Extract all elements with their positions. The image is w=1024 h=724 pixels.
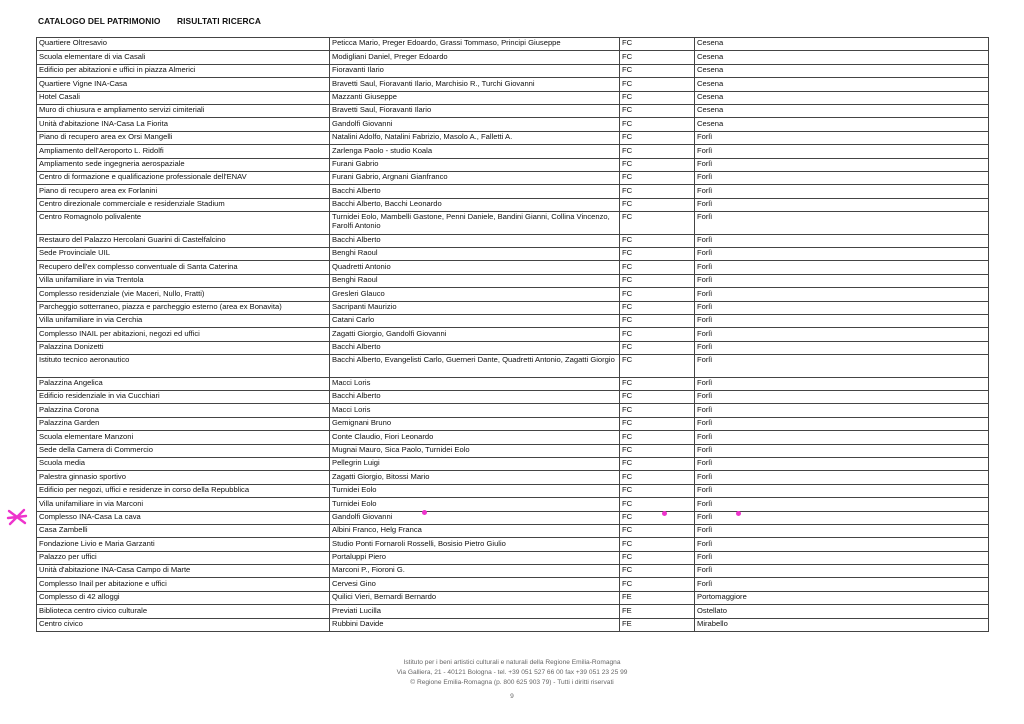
cell-title: Scuola elementare Manzoni bbox=[37, 431, 330, 444]
cell-authors: Bacchi Alberto bbox=[330, 341, 620, 354]
cell-municipality: Forlì bbox=[695, 524, 989, 537]
cell-authors: Bacchi Alberto, Bacchi Leonardo bbox=[330, 198, 620, 211]
table-row bbox=[37, 314, 989, 327]
cell-authors: Gandolfi Giovanni bbox=[330, 118, 620, 131]
catalog-title: CATALOGO DEL PATRIMONIO bbox=[38, 16, 161, 26]
results-table-body bbox=[37, 38, 989, 632]
cell-title: Villa unifamiliare in via Cerchia bbox=[37, 314, 330, 327]
cell-municipality: Forlì bbox=[695, 551, 989, 564]
cell-province: FC bbox=[620, 314, 695, 327]
cell-title: Palazzina Donizetti bbox=[37, 341, 330, 354]
cell-authors: Bravetti Saul, Fioravanti Ilario bbox=[330, 104, 620, 117]
annotation-dot bbox=[422, 510, 427, 515]
cell-authors: Turnidei Eolo bbox=[330, 484, 620, 497]
table-row bbox=[37, 38, 989, 51]
cell-title: Palazzo per uffici bbox=[37, 551, 330, 564]
cell-authors: Fioravanti Ilario bbox=[330, 64, 620, 77]
cell-municipality: Mirabello bbox=[695, 618, 989, 631]
cell-municipality: Forlì bbox=[695, 247, 989, 260]
cell-title: Villa unifamiliare in via Trentola bbox=[37, 274, 330, 287]
cell-province: FC bbox=[620, 247, 695, 260]
cell-province: FC bbox=[620, 212, 695, 235]
cell-title: Biblioteca centro civico culturale bbox=[37, 605, 330, 618]
cell-title: Ampliamento dell'Aeroporto L. Ridolfi bbox=[37, 145, 330, 158]
cell-province: FE bbox=[620, 605, 695, 618]
cell-province: FC bbox=[620, 565, 695, 578]
footer-institute: Istituto per i beni artistici culturali e naturali della Regione Emilia-Romagna bbox=[403, 659, 621, 666]
table-row bbox=[37, 104, 989, 117]
cell-municipality: Forlì bbox=[695, 390, 989, 403]
page-number: 9 bbox=[510, 692, 514, 700]
cell-authors: Gresleri Glauco bbox=[330, 288, 620, 301]
table-row bbox=[37, 591, 989, 604]
cell-municipality: Forlì bbox=[695, 538, 989, 551]
cell-title: Scuola elementare di via Casali bbox=[37, 51, 330, 64]
cell-province: FC bbox=[620, 38, 695, 51]
cell-title: Edificio residenziale in via Cucchiari bbox=[37, 390, 330, 403]
cell-province: FC bbox=[620, 78, 695, 91]
cell-authors: Bacchi Alberto bbox=[330, 185, 620, 198]
cell-title: Sede della Camera di Commercio bbox=[37, 444, 330, 457]
cell-municipality: Forlì bbox=[695, 484, 989, 497]
cell-municipality: Forlì bbox=[695, 377, 989, 390]
table-row bbox=[37, 198, 989, 211]
annotation-dot bbox=[736, 511, 741, 516]
cell-province: FC bbox=[620, 64, 695, 77]
cell-province: FC bbox=[620, 377, 695, 390]
page-footer bbox=[0, 658, 1024, 702]
cell-municipality: Cesena bbox=[695, 38, 989, 51]
cell-municipality: Cesena bbox=[695, 91, 989, 104]
cell-province: FC bbox=[620, 578, 695, 591]
cell-title: Villa unifamiliare in via Marconi bbox=[37, 498, 330, 511]
cell-province: FC bbox=[620, 185, 695, 198]
cell-title: Centro di formazione e qualificazione professionale dell'ENAV bbox=[37, 171, 330, 184]
cell-province: FC bbox=[620, 198, 695, 211]
cell-municipality: Cesena bbox=[695, 78, 989, 91]
cell-authors: Furani Gabrio, Argnani Gianfranco bbox=[330, 171, 620, 184]
cell-authors: Furani Gabrio bbox=[330, 158, 620, 171]
cell-municipality: Forlì bbox=[695, 158, 989, 171]
cell-municipality: Forlì bbox=[695, 578, 989, 591]
table-row bbox=[37, 498, 989, 511]
table-row bbox=[37, 64, 989, 77]
cell-authors: Bravetti Saul, Fioravanti Ilario, Marchisio R., Turchi Giovanni bbox=[330, 78, 620, 91]
cell-authors: Gemignani Bruno bbox=[330, 417, 620, 430]
table-row bbox=[37, 171, 989, 184]
cell-province: FC bbox=[620, 484, 695, 497]
table-row bbox=[37, 118, 989, 131]
table-row bbox=[37, 471, 989, 484]
cell-title: Muro di chiusura e ampliamento servizi cimiteriali bbox=[37, 104, 330, 117]
cell-municipality: Forlì bbox=[695, 261, 989, 274]
cell-authors: Rubbini Davide bbox=[330, 618, 620, 631]
table-row bbox=[37, 390, 989, 403]
table-row bbox=[37, 404, 989, 417]
cell-authors: Bacchi Alberto, Evangelisti Carlo, Guerneri Dante, Quadretti Antonio, Zagatti Giorgio bbox=[330, 355, 620, 378]
cell-authors: Cervesi Gino bbox=[330, 578, 620, 591]
cell-municipality: Forlì bbox=[695, 288, 989, 301]
cell-municipality: Forlì bbox=[695, 145, 989, 158]
table-row bbox=[37, 341, 989, 354]
cell-municipality: Cesena bbox=[695, 64, 989, 77]
table-row bbox=[37, 538, 989, 551]
cell-authors: Quadretti Antonio bbox=[330, 261, 620, 274]
cell-authors: Turnidei Eolo, Mambelli Gastone, Penni Daniele, Bandini Gianni, Collina Vincenzo, Farolfi Antonio bbox=[330, 212, 620, 235]
table-row bbox=[37, 551, 989, 564]
table-row bbox=[37, 185, 989, 198]
cell-province: FC bbox=[620, 524, 695, 537]
cell-authors: Mugnai Mauro, Sica Paolo, Turnidei Eolo bbox=[330, 444, 620, 457]
cell-municipality: Forlì bbox=[695, 301, 989, 314]
cell-municipality: Cesena bbox=[695, 118, 989, 131]
cell-province: FC bbox=[620, 341, 695, 354]
cell-authors: Bacchi Alberto bbox=[330, 234, 620, 247]
cell-title: Complesso residenziale (vie Maceri, Nullo, Fratti) bbox=[37, 288, 330, 301]
cell-municipality: Forlì bbox=[695, 457, 989, 470]
cell-province: FC bbox=[620, 91, 695, 104]
cell-province: FC bbox=[620, 234, 695, 247]
table-row bbox=[37, 51, 989, 64]
cell-title: Istituto tecnico aeronautico bbox=[37, 355, 330, 378]
table-row bbox=[37, 511, 989, 524]
cell-title: Palestra ginnasio sportivo bbox=[37, 471, 330, 484]
cell-province: FC bbox=[620, 145, 695, 158]
cell-province: FC bbox=[620, 538, 695, 551]
cell-title: Centro civico bbox=[37, 618, 330, 631]
table-row bbox=[37, 431, 989, 444]
cell-province: FC bbox=[620, 171, 695, 184]
table-row bbox=[37, 484, 989, 497]
star-marker-icon bbox=[6, 507, 28, 527]
cell-province: FC bbox=[620, 431, 695, 444]
cell-province: FC bbox=[620, 274, 695, 287]
footer-copyright: © Regione Emilia-Romagna (p. 800 625 903 79) - Tutti i diritti riservati bbox=[410, 678, 614, 686]
cell-municipality: Forlì bbox=[695, 431, 989, 444]
cell-province: FC bbox=[620, 457, 695, 470]
cell-province: FE bbox=[620, 618, 695, 631]
cell-title: Casa Zambelli bbox=[37, 524, 330, 537]
cell-authors: Catani Carlo bbox=[330, 314, 620, 327]
cell-title: Sede Provinciale UIL bbox=[37, 247, 330, 260]
cell-municipality: Forlì bbox=[695, 131, 989, 144]
page-header bbox=[38, 16, 261, 26]
table-row bbox=[37, 377, 989, 390]
table-row bbox=[37, 158, 989, 171]
cell-province: FC bbox=[620, 288, 695, 301]
cell-title: Palazzina Corona bbox=[37, 404, 330, 417]
cell-municipality: Forlì bbox=[695, 511, 989, 524]
cell-municipality: Forlì bbox=[695, 234, 989, 247]
table-row bbox=[37, 131, 989, 144]
table-row bbox=[37, 91, 989, 104]
cell-title: Palazzina Garden bbox=[37, 417, 330, 430]
table-row bbox=[37, 618, 989, 631]
table-row bbox=[37, 457, 989, 470]
cell-province: FC bbox=[620, 118, 695, 131]
cell-municipality: Forlì bbox=[695, 404, 989, 417]
cell-province: FC bbox=[620, 511, 695, 524]
cell-authors: Zagatti Giorgio, Bitossi Mario bbox=[330, 471, 620, 484]
cell-authors: Benghi Raoul bbox=[330, 247, 620, 260]
cell-title: Unità d'abitazione INA-Casa Campo di Marte bbox=[37, 565, 330, 578]
table-row bbox=[37, 524, 989, 537]
cell-province: FE bbox=[620, 591, 695, 604]
cell-title: Recupero dell'ex complesso conventuale di Santa Caterina bbox=[37, 261, 330, 274]
cell-title: Edificio per abitazioni e uffici in piazza Almerici bbox=[37, 64, 330, 77]
cell-authors: Zarlenga Paolo - studio Koala bbox=[330, 145, 620, 158]
cell-title: Quartiere Oltresavio bbox=[37, 38, 330, 51]
cell-municipality: Forlì bbox=[695, 198, 989, 211]
cell-authors: Turnidei Eolo bbox=[330, 498, 620, 511]
cell-title: Piano di recupero area ex Forlanini bbox=[37, 185, 330, 198]
cell-title: Restauro del Palazzo Hercolani Guarini di Castelfalcino bbox=[37, 234, 330, 247]
cell-authors: Marconi P., Fioroni G. bbox=[330, 565, 620, 578]
cell-title: Centro Romagnolo polivalente bbox=[37, 212, 330, 235]
annotation-dot bbox=[662, 511, 667, 516]
cell-authors: Bacchi Alberto bbox=[330, 390, 620, 403]
cell-municipality: Forlì bbox=[695, 185, 989, 198]
table-row bbox=[37, 212, 989, 235]
cell-province: FC bbox=[620, 444, 695, 457]
cell-authors: Zagatti Giorgio, Gandolfi Giovanni bbox=[330, 328, 620, 341]
cell-title: Complesso INA-Casa La cava bbox=[37, 511, 330, 524]
table-row bbox=[37, 145, 989, 158]
cell-province: FC bbox=[620, 158, 695, 171]
cell-authors: Gandolfi Giovanni bbox=[330, 511, 620, 524]
cell-municipality: Cesena bbox=[695, 104, 989, 117]
cell-authors: Mazzanti Giuseppe bbox=[330, 91, 620, 104]
cell-municipality: Forlì bbox=[695, 212, 989, 235]
cell-authors: Peticca Mario, Preger Edoardo, Grassi Tommaso, Principi Giuseppe bbox=[330, 38, 620, 51]
cell-municipality: Forlì bbox=[695, 314, 989, 327]
table-row bbox=[37, 328, 989, 341]
cell-authors: Pellegrin Luigi bbox=[330, 457, 620, 470]
cell-municipality: Forlì bbox=[695, 471, 989, 484]
table-row bbox=[37, 247, 989, 260]
cell-authors: Portaluppi Piero bbox=[330, 551, 620, 564]
cell-title: Complesso di 42 alloggi bbox=[37, 591, 330, 604]
cell-province: FC bbox=[620, 301, 695, 314]
cell-province: FC bbox=[620, 51, 695, 64]
cell-municipality: Portomaggiore bbox=[695, 591, 989, 604]
cell-authors: Benghi Raoul bbox=[330, 274, 620, 287]
cell-municipality: Forlì bbox=[695, 328, 989, 341]
cell-title: Quartiere Vigne INA-Casa bbox=[37, 78, 330, 91]
table-row bbox=[37, 288, 989, 301]
cell-authors: Quilici Vieri, Bernardi Bernardo bbox=[330, 591, 620, 604]
table-row bbox=[37, 565, 989, 578]
table-row bbox=[37, 274, 989, 287]
cell-title: Complesso Inail per abitazione e uffici bbox=[37, 578, 330, 591]
cell-province: FC bbox=[620, 551, 695, 564]
cell-province: FC bbox=[620, 498, 695, 511]
cell-municipality: Forlì bbox=[695, 444, 989, 457]
cell-title: Palazzina Angelica bbox=[37, 377, 330, 390]
cell-municipality: Forlì bbox=[695, 417, 989, 430]
cell-province: FC bbox=[620, 104, 695, 117]
cell-province: FC bbox=[620, 261, 695, 274]
cell-municipality: Forlì bbox=[695, 498, 989, 511]
cell-authors: Natalini Adolfo, Natalini Fabrizio, Masolo A., Falletti A. bbox=[330, 131, 620, 144]
cell-authors: Previati Lucilla bbox=[330, 605, 620, 618]
cell-title: Scuola media bbox=[37, 457, 330, 470]
cell-municipality: Forlì bbox=[695, 341, 989, 354]
table-row bbox=[37, 444, 989, 457]
cell-title: Centro direzionale commerciale e residenziale Stadium bbox=[37, 198, 330, 211]
cell-province: FC bbox=[620, 328, 695, 341]
cell-province: FC bbox=[620, 355, 695, 378]
table-row bbox=[37, 417, 989, 430]
table-row bbox=[37, 301, 989, 314]
cell-municipality: Forlì bbox=[695, 171, 989, 184]
cell-authors: Macci Loris bbox=[330, 377, 620, 390]
footer-address: Via Galliera, 21 - 40121 Bologna - tel. +39 051 527 66 00 fax +39 051 23 25 99 bbox=[396, 668, 628, 676]
cell-title: Complesso INAIL per abitazioni, negozi ed uffici bbox=[37, 328, 330, 341]
cell-authors: Macci Loris bbox=[330, 404, 620, 417]
cell-title: Fondazione Livio e Maria Garzanti bbox=[37, 538, 330, 551]
cell-province: FC bbox=[620, 404, 695, 417]
cell-authors: Sacripanti Maurizio bbox=[330, 301, 620, 314]
cell-authors: Studio Ponti Fornaroli Rosselli, Bosisio Pietro Giulio bbox=[330, 538, 620, 551]
cell-municipality: Forlì bbox=[695, 274, 989, 287]
table-row bbox=[37, 234, 989, 247]
table-row bbox=[37, 78, 989, 91]
cell-authors: Albini Franco, Helg Franca bbox=[330, 524, 620, 537]
cell-title: Parcheggio sotterraneo, piazza e parcheggio esterno (area ex Bonavita) bbox=[37, 301, 330, 314]
table-row bbox=[37, 355, 989, 378]
table-row bbox=[37, 261, 989, 274]
table-row bbox=[37, 578, 989, 591]
section-title: RISULTATI RICERCA bbox=[176, 16, 261, 26]
cell-title: Hotel Casali bbox=[37, 91, 330, 104]
cell-title: Ampliamento sede ingegneria aerospaziale bbox=[37, 158, 330, 171]
cell-title: Piano di recupero area ex Orsi Mangelli bbox=[37, 131, 330, 144]
results-table bbox=[36, 37, 989, 632]
cell-municipality: Forlì bbox=[695, 565, 989, 578]
cell-title: Unità d'abitazione INA-Casa La Fiorita bbox=[37, 118, 330, 131]
table-row bbox=[37, 605, 989, 618]
cell-title: Edificio per negozi, uffici e residenze in corso della Repubblica bbox=[37, 484, 330, 497]
cell-province: FC bbox=[620, 471, 695, 484]
cell-province: FC bbox=[620, 131, 695, 144]
cell-authors: Conte Claudio, Fiori Leonardo bbox=[330, 431, 620, 444]
cell-municipality: Ostellato bbox=[695, 605, 989, 618]
cell-municipality: Cesena bbox=[695, 51, 989, 64]
cell-province: FC bbox=[620, 417, 695, 430]
cell-municipality: Forlì bbox=[695, 355, 989, 378]
cell-authors: Modigliani Daniel, Preger Edoardo bbox=[330, 51, 620, 64]
cell-province: FC bbox=[620, 390, 695, 403]
